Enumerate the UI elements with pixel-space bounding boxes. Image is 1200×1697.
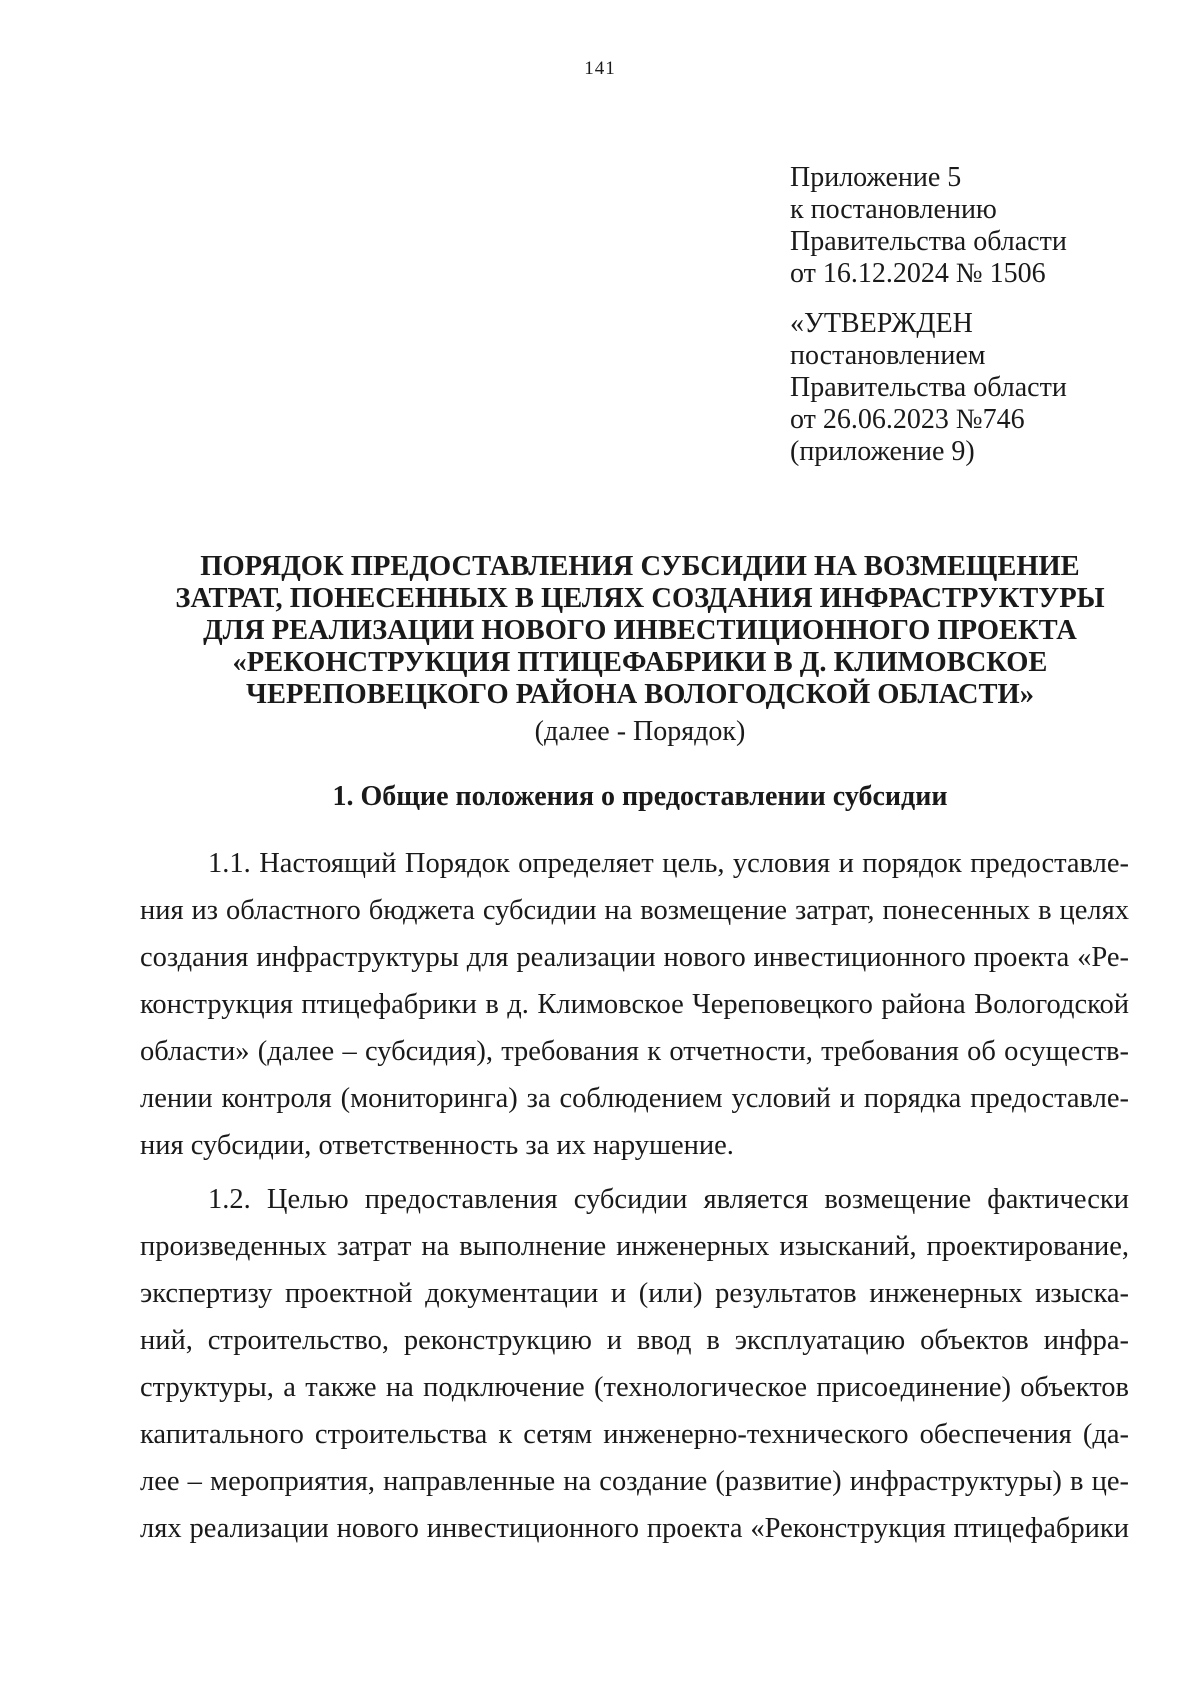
paragraph-1-2-line: 1.2. Целью предоставления субсидии является возмещение фактически — [208, 1184, 1129, 1215]
approved-line: постановлением — [790, 340, 986, 371]
paragraph-1-2-line: лее – мероприятия, направленные на создание (развитие) инфраструктуры) в це- — [140, 1466, 1129, 1497]
appendix-block — [790, 162, 1170, 290]
paragraph-1-1-line: ния субсидии, ответственность за их нарушение. — [140, 1130, 734, 1161]
document-title — [100, 551, 1180, 711]
appendix-line: Приложение 5 — [790, 162, 962, 193]
page-number: 141 — [584, 58, 616, 79]
paragraph-1-2-line: экспертизу проектной документации и (или) результатов инженерных изыска- — [140, 1278, 1129, 1309]
paragraph-1-2-line: лях реализации нового инвестиционного проекта «Реконструкция птицефабрики — [140, 1513, 1129, 1544]
approved-line: от 26.06.2023 №746 — [790, 404, 1025, 435]
paragraph-1-2-line: капитального строительства к сетям инженерно-технического обеспечения (да- — [140, 1419, 1129, 1450]
paragraph-1-2-line: структуры, а также на подключение (технологическое присоединение) объектов — [140, 1372, 1129, 1403]
paragraph-1-1-line: ния из областного бюджета субсидии на возмещение затрат, понесенных в целях — [140, 895, 1129, 926]
paragraph-1-1-line: лении контроля (мониторинга) за соблюдением условий и порядка предоставле- — [140, 1083, 1129, 1114]
approved-line: Правительства области — [790, 372, 1067, 403]
title-line: ЧЕРЕПОВЕЦКОГО РАЙОНА ВОЛОГОДСКОЙ ОБЛАСТИ» — [246, 679, 1034, 710]
section-heading: 1. Общие положения о предоставлении субсидии — [332, 781, 948, 812]
appendix-line: от 16.12.2024 № 1506 — [790, 258, 1046, 289]
paragraph-1-2-line: ний, строительство, реконструкцию и ввод в эксплуатацию объектов инфра- — [140, 1325, 1129, 1356]
approved-line: (приложение 9) — [790, 436, 975, 467]
title-line: ЗАТРАТ, ПОНЕСЕННЫХ В ЦЕЛЯХ СОЗДАНИЯ ИНФРАСТРУКТУРЫ — [175, 583, 1105, 614]
paragraph-1-1-line: конструкция птицефабрики в д. Климовское Череповецкого района Вологодской — [140, 989, 1129, 1020]
appendix-line: к постановлению — [790, 194, 997, 225]
title-line: «РЕКОНСТРУКЦИЯ ПТИЦЕФАБРИКИ В Д. КЛИМОВСКОЕ — [232, 647, 1048, 678]
paragraph-1-2-line: произведенных затрат на выполнение инженерных изысканий, проектирование, — [140, 1231, 1129, 1262]
title-line: ПОРЯДОК ПРЕДОСТАВЛЕНИЯ СУБСИДИИ НА ВОЗМЕЩЕНИЕ — [200, 551, 1080, 582]
approved-line: «УТВЕРЖДЕН — [790, 308, 973, 339]
document-subtitle: (далее - Порядок) — [534, 716, 746, 747]
paragraph-1-1-line: создания инфраструктуры для реализации нового инвестиционного проекта «Ре- — [140, 942, 1129, 973]
approved-block — [790, 308, 1170, 468]
paragraph-1-1-line: 1.1. Настоящий Порядок определяет цель, условия и порядок предоставле- — [208, 848, 1129, 879]
appendix-line: Правительства области — [790, 226, 1067, 257]
title-line: ДЛЯ РЕАЛИЗАЦИИ НОВОГО ИНВЕСТИЦИОННОГО ПРОЕКТА — [203, 615, 1077, 646]
paragraph-1-1-line: области» (далее – субсидия), требования к отчетности, требования об осуществ- — [140, 1036, 1129, 1067]
